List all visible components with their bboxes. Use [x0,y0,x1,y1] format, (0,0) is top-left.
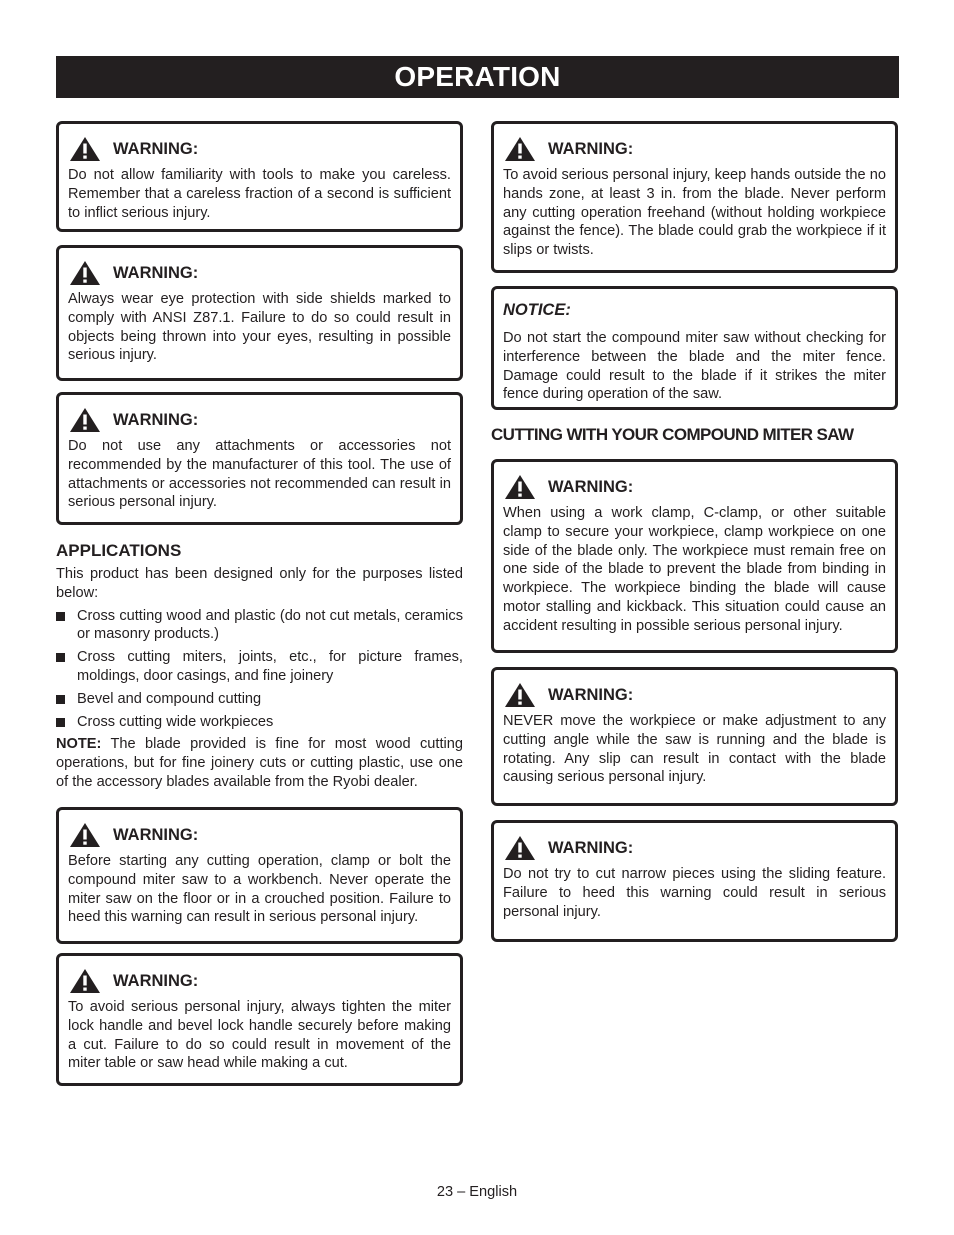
warning-title: WARNING: [113,410,199,429]
applications-note [56,735,463,791]
warning-box [56,121,463,232]
warning-header [503,136,886,162]
warning-triangle-icon [69,136,101,162]
warning-title: WARNING: [113,263,199,282]
square-bullet-icon [56,695,65,704]
warning-text: To avoid serious personal injury, always tighten the miter lock handle and bevel lock handle securely before making a cut. Failure to do so could result in movement of the miter table or saw head while making a cut. [68,999,451,1072]
list-item: Cross cutting miters, joints, etc., for picture frames, moldings, door casings, and fine joinery [56,648,463,686]
applications-intro: This product has been designed only for the purposes listed below: [56,566,463,601]
page-footer: 23 – English [436,1184,518,1200]
warning-title: WARNING: [548,838,634,857]
notice-header [503,297,886,323]
cutting-heading: CUTTING WITH YOUR COMPOUND MITER SAW [491,425,854,444]
warning-text: Do not allow familiarity with tools to make you careless. Remember that a careless fraction of a second is sufficient to inflict serious injury. [68,167,451,221]
warning-title: WARNING: [548,685,634,704]
warning-box [56,953,463,1086]
warning-box [491,667,898,806]
applications-list [56,607,463,732]
square-bullet-icon [56,653,65,662]
left-column [56,121,463,1086]
warning-text: Before starting any cutting operation, clamp or bolt the compound miter saw to a workbench. Never operate the miter saw on the floor or in a crouched position. Failure to heed this warning can result in serious personal injury. [68,853,451,926]
page-title: OPERATION [56,56,899,98]
note-text: The blade provided is fine for most wood cutting operations, but for fine joinery cuts or cutting plastic, use one of the accessory blades available from the Ryobi dealer. [56,736,463,790]
warning-box [56,392,463,525]
warning-triangle-icon [504,136,536,162]
warning-header [68,136,451,162]
warning-header [68,822,451,848]
warning-header [503,474,886,500]
warning-title: WARNING: [548,139,634,158]
notice-text: Do not start the compound miter saw without checking for interference between the blade and the miter fence. Damage could result to the blade if it strikes the miter fence during operation of the saw. [503,330,886,403]
notice-box [491,286,898,410]
warning-title: WARNING: [113,971,199,990]
warning-text: Do not use any attachments or accessories not recommended by the manufacturer of this tool. The use of attachments or accessories not recommended can result in serious personal injury. [68,438,451,511]
square-bullet-icon [56,612,65,621]
applications-heading: APPLICATIONS [56,541,182,560]
warning-triangle-icon [69,407,101,433]
warning-header [68,260,451,286]
warning-header [68,968,451,994]
warning-triangle-icon [69,260,101,286]
warning-title: WARNING: [113,825,199,844]
warning-title: WARNING: [113,139,199,158]
warning-title: WARNING: [548,477,634,496]
warning-header [68,407,451,433]
square-bullet-icon [56,718,65,727]
warning-header [503,682,886,708]
warning-box [491,820,898,942]
warning-box [491,121,898,273]
warning-triangle-icon [69,968,101,994]
applications-section [56,541,463,797]
list-item: Cross cutting wide workpieces [56,713,463,732]
warning-box [56,807,463,944]
warning-text: Always wear eye protection with side shields marked to comply with ANSI Z87.1. Failure to do so could result in objects being thrown into your eyes, resulting in possible serious injury. [68,291,451,364]
warning-text: When using a work clamp, C-clamp, or other suitable clamp to secure your workpiece, clamp workpiece on one side of the blade only. The workpiece must remain free on one side of the blade to prevent the blade from binding in workpiece. The workpiece binding the blade will cause motor stalling and kickback. This situation could cause an accident resulting in possible serious personal injury. [503,505,886,634]
warning-triangle-icon [69,822,101,848]
warning-triangle-icon [504,682,536,708]
warning-text: NEVER move the workpiece or make adjustment to any cutting angle while the saw is running and the blade is rotating. Any slip can result in contact with the blade causing serious personal injury. [503,713,886,786]
right-column [491,121,898,942]
warning-triangle-icon [504,835,536,861]
warning-box [56,245,463,381]
note-label: NOTE: [56,736,102,753]
notice-title: NOTICE: [503,300,571,319]
warning-box [491,459,898,653]
warning-header [503,835,886,861]
warning-text: Do not try to cut narrow pieces using the sliding feature. Failure to heed this warning could result in serious personal injury. [503,866,886,920]
list-item: Cross cutting wood and plastic (do not cut metals, ceramics or masonry products.) [56,607,463,645]
warning-triangle-icon [504,474,536,500]
warning-text: To avoid serious personal injury, keep hands outside the no hands zone, at least 3 in. from the blade. Never perform any cutting operation freehand (without holding workpiece against the fence). The blade could grab the workpiece if it slips or twists. [503,167,886,259]
list-item: Bevel and compound cutting [56,690,463,709]
